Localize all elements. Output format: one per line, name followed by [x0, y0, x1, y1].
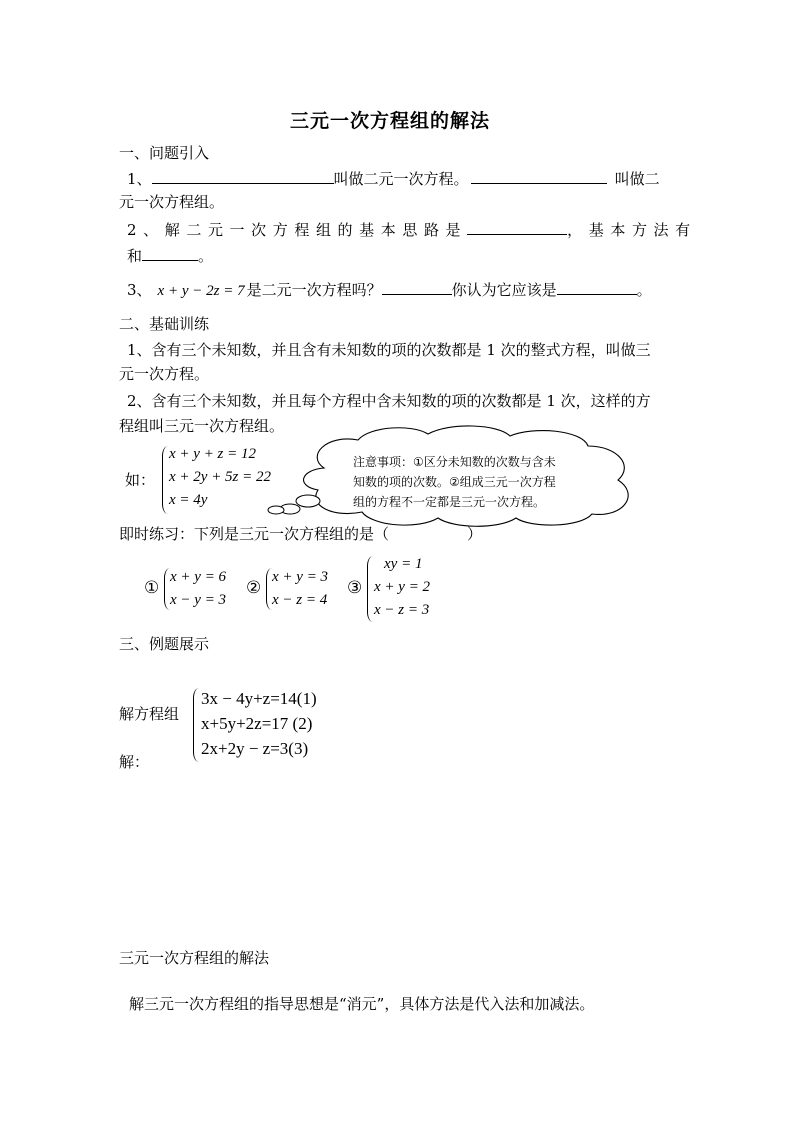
q2-text: 2、解二元一次方程组的基本思路是 [127, 221, 468, 239]
note-line-1: 注意事项：①区分未知数的次数与含未 [353, 455, 556, 469]
q1-prefix: 1、 [127, 170, 152, 188]
practice-label: 即时练习：下列是三元一次方程组的是（ [119, 525, 390, 543]
summary-text: 解三元一次方程组的指导思想是“消元”，具体方法是代入法和加减法。 [129, 995, 595, 1013]
q1-blank-1[interactable] [152, 168, 334, 184]
question-1-line2: 元一次方程组。 [119, 193, 225, 211]
solve-brace [193, 688, 200, 762]
q2-text-end: ，基本方法有 [567, 221, 697, 239]
solve-eq-3: 2x+2y − z=3(3) [201, 739, 309, 758]
q1-end: 叫做二 [614, 170, 660, 188]
example-eq-3: x = 4y [169, 492, 208, 508]
option-3-eq-1: xy = 1 [384, 556, 423, 572]
q3-prefix: 3、 [127, 281, 152, 299]
q3-mid2: 你认为它应该是 [451, 281, 557, 299]
question-3 [127, 279, 652, 301]
definition-1-line1: 1、含有三个未知数，并且含有未知数的项的次数都是 1 次的整式方程，叫做三 [127, 341, 651, 359]
definition-2-line1: 2、含有三个未知数，并且每个方程中含未知数的项的次数都是 1 次，这样的方 [127, 392, 651, 410]
page-title: 三元一次方程组的解法 [290, 110, 491, 132]
option-2-eq-2: x − z = 4 [272, 592, 328, 608]
question-2-line1 [127, 219, 697, 240]
example-system [169, 443, 271, 512]
section3-heading: 三、例题展示 [119, 635, 210, 653]
example-eq-2: x + 2y + 5z = 22 [169, 469, 272, 485]
practice-close-paren: ） [467, 525, 483, 543]
option-3-eq-2: x + y = 2 [374, 579, 431, 595]
q3-end: 。 [636, 281, 652, 299]
cloud-bubble-medium [296, 495, 320, 507]
section2-heading: 二、基础训练 [119, 315, 210, 333]
example-brace [162, 446, 169, 514]
q2-blank-2[interactable] [142, 245, 198, 261]
definition-1-line2: 元一次方程。 [119, 365, 210, 383]
q3-equation: x + y − 2z = 7 [157, 283, 245, 299]
option-3-label: ③ [347, 578, 363, 597]
option-2-eq-1: x + y = 3 [272, 569, 329, 585]
solve-label: 解方程组 [119, 705, 180, 723]
q1-blank-2[interactable] [471, 168, 607, 184]
option-2-system [272, 566, 328, 612]
option-1-eq-2: x − y = 3 [170, 592, 227, 608]
option-2-label: ② [246, 578, 262, 597]
solve-eq-1: 3x − 4y+z=14(1) [201, 689, 317, 708]
question-2-line2 [127, 245, 213, 266]
note-text [353, 452, 556, 512]
q1-mid: 叫做二元一次方程。 [333, 170, 469, 188]
cloud-bubble-tiny [268, 506, 284, 514]
example-eq-1: x + y + z = 12 [169, 446, 257, 462]
solve-eq-2: x+5y+2z=17 (2) [201, 714, 313, 733]
q3-mid: 是二元一次方程吗？ [246, 281, 382, 299]
question-1-line1 [127, 168, 660, 189]
definition-2-line2: 程组叫三元一次方程组。 [119, 417, 285, 435]
q3-blank-2[interactable] [557, 279, 637, 295]
option-3-eq-3: x − z = 3 [374, 602, 430, 618]
option-1-eq-1: x + y = 6 [170, 569, 227, 585]
solve-system [201, 686, 317, 761]
q3-blank-1[interactable] [382, 279, 452, 295]
note-line-3: 组的方程不一定都是三元一次方程。 [353, 495, 546, 509]
summary-heading: 三元一次方程组的解法 [119, 949, 270, 967]
option-3-system [374, 553, 430, 622]
example-label: 如： [125, 471, 156, 489]
answer-label: 解： [119, 753, 150, 771]
section1-heading: 一、问题引入 [119, 144, 210, 162]
q2-and: 和 [127, 247, 143, 265]
q2-blank-1[interactable] [467, 219, 567, 235]
option-3-brace [367, 556, 373, 622]
practice-prompt [119, 524, 482, 544]
option-1-system [170, 566, 226, 612]
note-line-2: 知数的项的次数。②组成三元一次方程 [353, 475, 556, 489]
option-1-label: ① [144, 578, 160, 597]
q2-period: 。 [198, 247, 214, 265]
